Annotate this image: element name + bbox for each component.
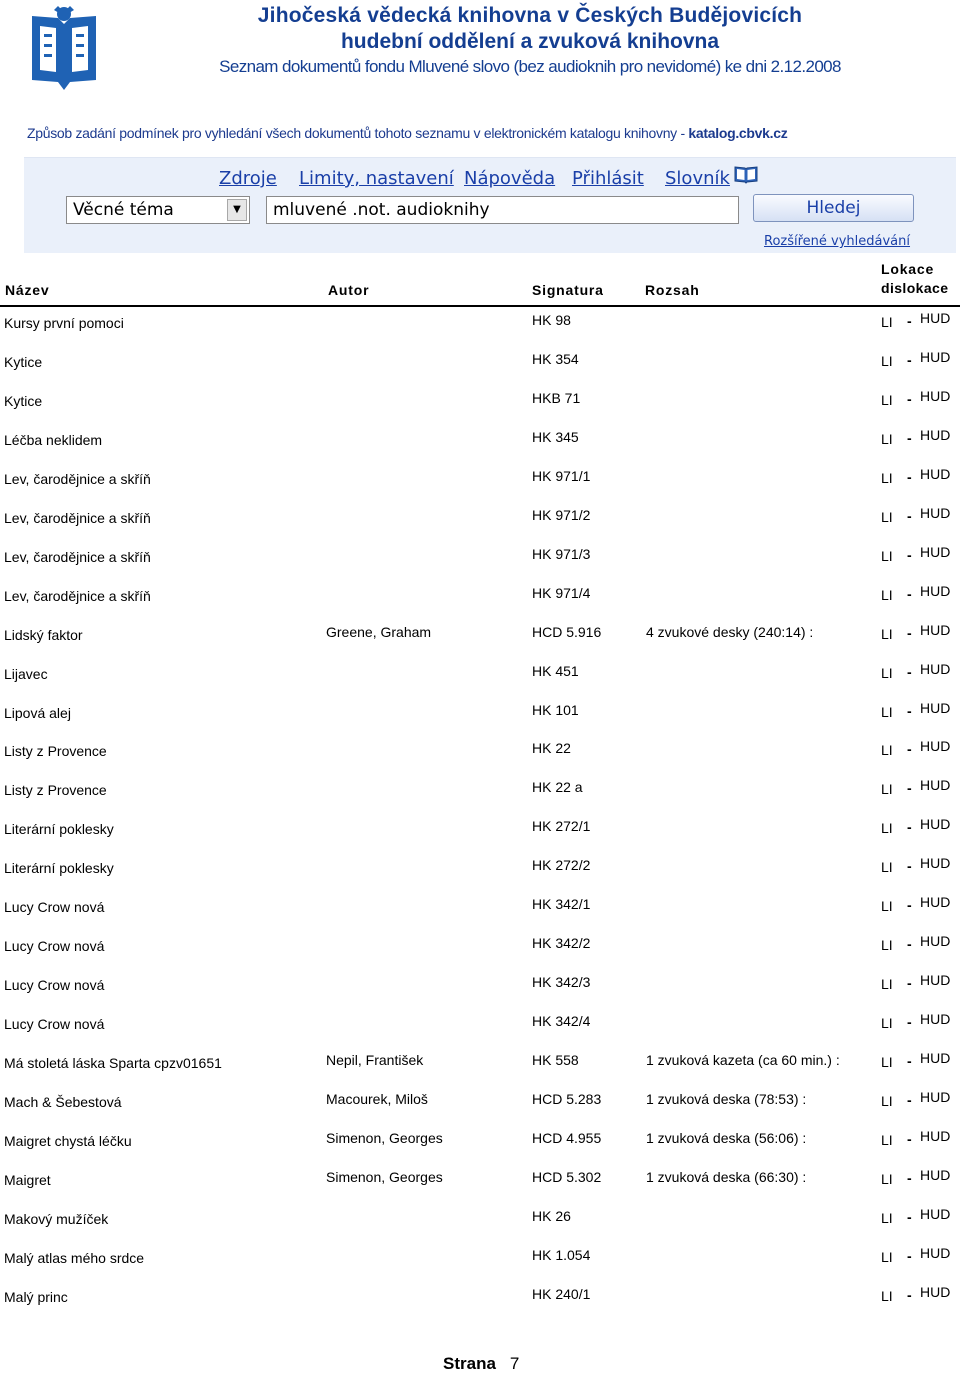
cell-lokace: LI [881,352,893,369]
cell-nazev: Literární poklesky [4,821,114,838]
cell-lokace: LI [881,625,893,642]
cell-dislokace: HUD [920,543,951,560]
cell-separator: - [907,585,912,602]
cell-separator: - [907,975,912,992]
cell-lokace: LI [881,547,893,564]
cell-signatura: HK 240/1 [532,1285,591,1302]
cell-dislokace: HUD [920,348,951,365]
cell-signatura: HK 272/2 [532,857,591,874]
cell-signatura: HK 971/2 [532,506,591,523]
table-row [0,1091,960,1111]
cell-separator: - [907,1169,912,1186]
cell-separator: - [907,313,912,329]
cell-lokace: LI [881,586,893,603]
cell-lokace: LI [881,1015,893,1032]
cell-rozsah: 1 zvuková kazeta (ca 60 min.) : [646,1052,840,1069]
search-input[interactable]: mluvené .not. audioknihy [266,196,739,224]
cell-separator: - [907,819,912,836]
cell-signatura: HK 971/4 [532,584,591,601]
cell-dislokace: HUD [920,1050,951,1067]
cell-nazev: Lidský faktor [4,626,83,643]
cell-nazev: Lucy Crow nová [4,977,105,994]
cell-lokace: LI [881,508,893,525]
cell-signatura: HK 22 a [532,779,583,796]
cell-signatura: HK 558 [532,1052,579,1069]
cell-separator: - [907,663,912,680]
cell-nazev: Lev, čarodějnice a skříň [4,548,151,565]
cell-autor: Simenon, Georges [326,1129,443,1146]
table-row [0,974,960,994]
cell-dislokace: HUD [920,1166,951,1183]
cell-nazev: Listy z Provence [4,743,107,760]
cell-separator: - [907,780,912,797]
cell-separator: - [907,741,912,758]
table-row [0,465,960,488]
cell-separator: - [907,624,912,641]
cell-nazev: Makový mužíček [4,1210,109,1227]
menu-napoveda[interactable]: Nápověda [464,168,556,189]
cell-separator: - [907,1208,912,1225]
cell-nazev: Malý princ [4,1288,68,1305]
library-name-title: Jihočeská vědecká knihovna v Českých Budějovicích [257,4,803,27]
cell-dislokace: HUD [920,387,951,404]
cell-autor: Greene, Graham [326,623,432,640]
cell-lokace: LI [881,469,893,486]
cell-nazev: Lipová alej [4,704,71,721]
cell-signatura: HK 272/1 [532,818,591,835]
menu-zdroje[interactable]: Zdroje [219,168,277,189]
cell-signatura: HCD 5.916 [532,623,602,640]
cell-nazev: Mach & Šebestová [4,1094,122,1110]
cell-dislokace: HUD [920,582,951,599]
cell-signatura: HK 22 [532,740,571,757]
cell-signatura: HCD 5.283 [532,1091,602,1107]
cell-signatura: HCD 4.955 [532,1129,602,1146]
cell-lokace: LI [881,1248,893,1265]
cell-signatura: HK 342/2 [532,935,591,952]
library-logo-icon [18,4,110,96]
cell-dislokace: HUD [920,1127,951,1144]
cell-dislokace: HUD [920,504,951,521]
page-footer [443,1354,519,1374]
cell-separator: - [907,1247,912,1264]
cell-lokace: LI [881,391,893,408]
field-select[interactable] [66,196,250,224]
cell-lokace: LI [881,703,893,720]
cell-lokace: LI [881,1287,893,1304]
cell-lokace: LI [881,430,893,447]
cell-dislokace: HUD [920,972,951,989]
cell-lokace: LI [881,1093,893,1109]
header-divider [0,305,960,307]
cell-separator: - [907,1092,912,1108]
table-row [0,1166,960,1189]
header-dislokace: dislokace [881,280,949,296]
cell-lokace: LI [881,742,893,759]
cell-separator: - [907,1286,912,1303]
cell-lokace: LI [881,976,893,993]
cell-separator: - [907,858,912,875]
cell-nazev: Lev, čarodějnice a skříň [4,470,151,487]
cell-dislokace: HUD [920,894,951,911]
cell-signatura: HK 354 [532,350,579,367]
field-select-value: Věcné téma [73,200,174,220]
search-instructions [27,125,787,141]
catalog-search-panel [24,157,956,253]
cell-nazev: Má stoletá láska Sparta cpzv01651 [4,1055,222,1072]
cell-autor: Macourek, Miloš [326,1091,428,1107]
table-row [0,779,960,799]
instructions-text: Způsob zadání podmínek pro vyhledání všech dokumentů tohoto seznamu v elektronickém katalogu knihovny - [27,125,689,141]
menu-limity[interactable]: Limity, nastavení [299,168,454,189]
cell-lokace: LI [881,898,893,915]
cell-separator: - [907,468,912,485]
cell-signatura: HK 26 [532,1207,571,1224]
cell-dislokace: HUD [920,738,951,755]
cell-lokace: LI [881,1170,893,1187]
cell-lokace: LI [881,1209,893,1226]
table-row [0,426,960,449]
table-row [0,348,960,371]
cell-dislokace: HUD [920,1089,951,1105]
cell-nazev: Literární poklesky [4,860,114,877]
cell-signatura: HK 1.054 [532,1246,591,1263]
cell-nazev: Lev, čarodějnice a skříň [4,587,151,604]
table-row [0,1244,960,1267]
cell-dislokace: HUD [920,660,951,677]
header-rozsah: Rozsah [645,282,700,298]
table-row [0,740,960,760]
cell-signatura: HK 342/4 [532,1013,591,1030]
cell-dislokace: HUD [920,855,951,872]
cell-dislokace: HUD [920,1244,951,1261]
cell-lokace: LI [881,859,893,876]
department-title: hudební oddělení a zvuková knihovna [340,30,720,53]
cell-dislokace: HUD [920,1011,951,1028]
cell-dislokace: HUD [920,465,951,482]
cell-separator: - [907,507,912,524]
list-subtitle: Seznam dokumentů fondu Mluvené slovo (bez audioknih pro nevidomé) ke dni 2.12.2008 [219,57,841,76]
cell-rozsah: 1 zvuková deska (66:30) : [646,1168,807,1185]
table-row [0,896,960,916]
cell-signatura: HK 342/1 [532,896,591,913]
cell-separator: - [907,351,912,368]
cell-nazev: Lucy Crow nová [4,938,105,955]
cell-signatura: HK 345 [532,428,579,445]
cell-separator: - [907,1053,912,1070]
cell-nazev: Lijavec [4,665,48,682]
cell-separator: - [907,897,912,914]
table-row [0,1283,960,1306]
cell-nazev: Kursy první pomoci [4,315,124,331]
header-nazev: Název [5,282,50,298]
cell-lokace: LI [881,664,893,681]
cell-nazev: Lev, čarodějnice a skříň [4,509,151,526]
cell-nazev: Léčba neklidem [4,431,103,448]
cell-separator: - [907,1014,912,1031]
cell-autor: Simenon, Georges [326,1168,443,1185]
cell-dislokace: HUD [920,310,951,326]
cell-signatura: HKB 71 [532,389,581,406]
cell-dislokace: HUD [920,777,951,794]
cell-dislokace: HUD [920,426,951,443]
cell-nazev: Maigret [4,1171,51,1188]
cell-signatura: HK 451 [532,662,579,679]
cell-nazev: Kytice [4,353,43,370]
header-autor: Autor [328,282,370,298]
search-button[interactable]: Hledej [753,194,914,222]
cell-separator: - [907,390,912,407]
table-row [0,582,960,605]
menu-prihlasit[interactable]: Přihlásit [572,168,644,189]
cell-signatura: HK 971/1 [532,467,591,484]
cell-signatura: HK 971/3 [532,545,591,562]
cell-nazev: Lucy Crow nová [4,1016,105,1033]
chevron-down-icon[interactable]: ▼ [227,199,247,221]
table-row [0,699,960,722]
menu-slovnik[interactable]: Slovník [665,168,730,189]
cell-nazev: Malý atlas mého srdce [4,1249,145,1266]
cell-separator: - [907,546,912,563]
cell-rozsah: 4 zvukové desky (240:14) : [646,623,814,640]
table-row [0,660,960,683]
header-signatura: Signatura [532,282,604,298]
table-row [0,1052,960,1072]
cell-separator: - [907,1130,912,1147]
cell-lokace: LI [881,820,893,837]
cell-lokace: LI [881,781,893,798]
cell-signatura: HK 98 [532,312,571,328]
cell-nazev: Maigret chystá léčku [4,1132,132,1149]
cell-lokace: LI [881,1131,893,1148]
table-row [0,818,960,838]
advanced-search-link[interactable]: Rozšířené vyhledávání [764,234,911,249]
cell-signatura: HCD 5.302 [532,1168,602,1185]
cell-nazev: Kytice [4,392,43,409]
table-row [0,857,960,877]
table-row [0,543,960,566]
table-row [0,621,960,644]
table-row [0,1205,960,1228]
cell-nazev: Listy z Provence [4,782,107,799]
table-row [0,387,960,410]
cell-signatura: HK 101 [532,701,579,718]
page-label: Strana [443,1354,496,1373]
cell-lokace: LI [881,937,893,954]
cell-rozsah: 1 zvuková deska (56:06) : [646,1129,807,1146]
cell-dislokace: HUD [920,1205,951,1222]
table-row [0,1127,960,1150]
cell-dislokace: HUD [920,621,951,638]
cell-lokace: LI [881,314,893,330]
cell-rozsah: 1 zvuková deska (78:53) : [646,1091,807,1107]
cell-lokace: LI [881,1054,893,1071]
header-lokace: Lokace [881,261,935,277]
cell-separator: - [907,429,912,446]
table-row [0,935,960,955]
cell-separator: - [907,702,912,719]
cell-nazev: Lucy Crow nová [4,899,105,916]
cell-dislokace: HUD [920,1283,951,1300]
dictionary-book-icon[interactable] [734,164,758,184]
table-row [0,312,960,332]
cell-dislokace: HUD [920,816,951,833]
cell-autor: Nepil, František [326,1052,424,1069]
page-number: 7 [509,1354,520,1373]
cell-dislokace: HUD [920,933,951,950]
cell-separator: - [907,936,912,953]
cell-signatura: HK 342/3 [532,974,591,991]
table-row [0,1013,960,1033]
cell-dislokace: HUD [920,699,951,716]
table-row [0,504,960,527]
catalog-link[interactable]: katalog.cbvk.cz [688,125,788,141]
